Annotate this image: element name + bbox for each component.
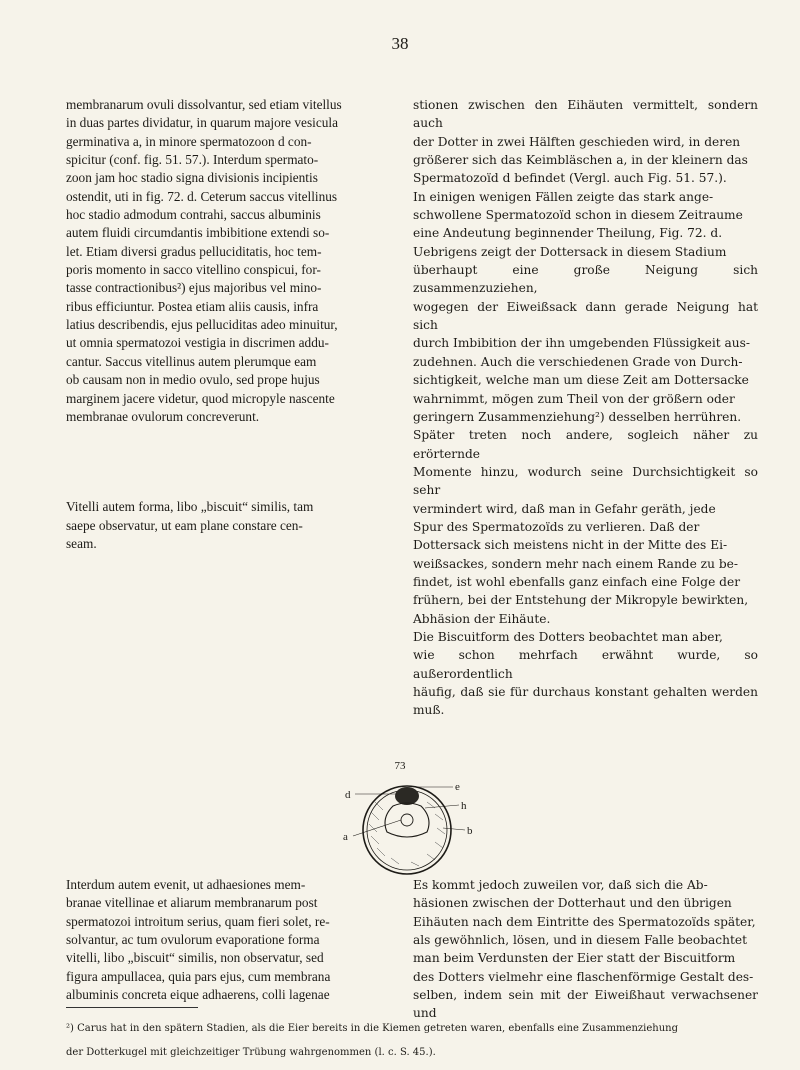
figure-label-h: h	[461, 800, 467, 812]
text-line: Abhäsion der Eihäute.	[413, 611, 551, 626]
yolk-small-part	[395, 787, 419, 805]
text-line: in duas partes dividatur, in quarum majore vesicula	[66, 115, 338, 131]
text-line: sichtigkeit, welche man um diese Zeit am Dottersacke	[413, 373, 749, 388]
text-line: In einigen wenigen Fällen zeigte das stark ange-	[413, 189, 714, 204]
text-line: latius describendis, ejus pelluciditas adeo minuitur,	[66, 317, 338, 333]
text-line: spermatozoi introitum serius, quam fieri solet, re-	[66, 913, 330, 929]
text-line: tasse contractionibus²) ejus majoribus vel mino-	[66, 280, 322, 296]
text-line: wahrnimmt, mögen zum Theil von der größern oder	[413, 391, 735, 406]
label-line-a	[353, 820, 401, 836]
text-line: überhaupt eine große Neigung sich zusammenzuziehen,	[413, 263, 758, 296]
text-line: seam.	[66, 535, 97, 551]
footnote	[66, 1012, 756, 1070]
text-line: wie schon mehrfach erwähnt wurde, so außerordentlich	[413, 648, 758, 681]
text-line: germinativa a, in minore spermatozoon d con-	[66, 133, 312, 149]
figure-label-b: b	[467, 825, 473, 837]
text-line: durch Imbibition der ihn umgebenden Flüssigkeit aus-	[413, 336, 751, 351]
text-line: weißsackes, sondern mehr nach einem Rande zu be-	[413, 556, 738, 571]
text-line: Es kommt jedoch zuweilen vor, daß sich die Ab-	[413, 878, 708, 892]
text-line: ostendit, uti in fig. 72. d. Ceterum saccus vitellinus	[66, 188, 338, 204]
text-line: stionen zwischen den Eihäuten vermittelt, sondern auch	[413, 98, 758, 131]
text-line: vermindert wird, daß man in Gefahr geräth, jede	[413, 501, 716, 516]
figure-label-a: a	[343, 831, 348, 843]
label-line-h	[425, 805, 459, 808]
text-line: häufig, daß sie für durchaus konstant gehalten werden muß.	[413, 685, 758, 718]
text-line: Interdum autem evenit, ut adhaesiones mem-	[66, 877, 306, 892]
text-line: solvantur, ac tum ovulorum evaporatione forma	[66, 932, 320, 948]
text-line: schwollene Spermatozoïd schon in diesem Zeitraume	[413, 208, 743, 223]
text-line: als gewöhnlich, lösen, und in diesem Falle beobachtet	[413, 933, 747, 948]
text-line: Vitelli autem forma, libo „biscuit“ similis, tam	[66, 499, 314, 515]
yolk-large-part	[385, 803, 429, 837]
text-line: wogegen der Eiweißsack dann gerade Neigung hat sich	[413, 299, 758, 333]
text-line: membranae ovulorum concreverunt.	[66, 408, 260, 424]
text-line: branae vitellinae et aliarum membranarum post	[66, 895, 318, 911]
figure-label-d: d	[345, 789, 351, 801]
text-line: Spermatozoïd d befindet (Vergl. auch Fig. 51. 57.).	[413, 171, 727, 186]
latin-column-upper	[66, 96, 387, 551]
text-line	[66, 426, 387, 444]
latin-column-lower	[66, 876, 387, 1008]
text-line: selben, indem sein mit der Eiweißhaut verwachsener und	[413, 988, 758, 1021]
text-line: Später treten noch andere, sogleich näher zu erörternde	[413, 428, 758, 461]
text-line: figura ampullacea, quia pars ejus, cum membrana	[66, 968, 331, 984]
label-line-b	[443, 828, 465, 830]
text-line: der Dotter in zwei Hälften geschieden wird, in deren	[413, 134, 741, 149]
text-line: Uebrigens zeigt der Dottersack in diesem Stadium	[413, 244, 727, 259]
text-line: cantur. Saccus vitellinus autem plerumque eam	[66, 353, 317, 369]
text-line: ribus efficiuntur. Postea etiam aliis causis, infra	[66, 298, 319, 314]
text-line: zudehnen. Auch die verschiedenen Grade von Durch-	[413, 354, 743, 369]
text-line: let. Etiam diversi gradus pelluciditatis, hoc tem-	[66, 243, 322, 259]
footnote-rule	[66, 1007, 198, 1008]
text-line: Die Biscuitform des Dotters beobachtet man aber,	[413, 629, 723, 644]
text-line: albuminis concreta eique adhaerens, colli lagenae	[66, 987, 330, 1003]
text-line: frühern, bei der Entstehung der Mikropyle bewirkten,	[413, 593, 749, 608]
text-line	[66, 462, 387, 480]
membrane-hatching	[369, 802, 445, 866]
text-line: eine Andeutung beginnender Theilung, Fig. 72. d.	[413, 226, 723, 241]
text-line: Spur des Spermatozoïds zu verlieren. Daß der	[413, 519, 700, 534]
text-line: vitelli, libo „biscuit“ similis, non observatur, sed	[66, 950, 324, 966]
text-line: ²) Carus hat in den spätern Stadien, als die Eier bereits in die Kiemen getreten waren, ebenfalls eine Zusammenziehung	[66, 1023, 678, 1034]
text-line: hoc stadio admodum contrahi, saccus albuminis	[66, 207, 321, 223]
text-line: größerer sich das Keimbläschen a, in der kleinern das	[413, 153, 748, 168]
text-line: poris momento in sacco vitellino conspicui, for-	[66, 262, 321, 278]
germinal-vesicle	[401, 814, 413, 826]
text-line: saepe observatur, ut eam plane constare cen-	[66, 517, 303, 533]
text-line: autem fluidi circumdantis imbibitione extendi so-	[66, 225, 330, 241]
text-line: geringern Zusammenziehung²) desselben herrühren.	[413, 409, 742, 424]
text-line: ut omnia spermatozoi vestigia in discrimen addu-	[66, 335, 329, 351]
text-line	[66, 480, 387, 498]
text-line: Dottersack sich meistens nicht in der Mitte des Ei-	[413, 538, 728, 553]
figure-label-e: e	[455, 781, 460, 793]
text-line: häsionen zwischen der Dotterhaut und den übrigen	[413, 896, 732, 911]
figure-number: 73	[394, 760, 406, 772]
text-line: findet, ist wohl ebenfalls ganz einfach eine Folge der	[413, 574, 741, 589]
text-line	[66, 444, 387, 462]
page-number: 38	[391, 34, 409, 53]
text-line: Eihäuten nach dem Eintritte des Spermatozoïds später,	[413, 914, 756, 929]
text-line: des Dotters vielmehr eine flaschenförmige Gestalt des-	[413, 969, 754, 984]
text-line: Momente hinzu, wodurch seine Durchsichtigkeit so sehr	[413, 464, 758, 498]
german-column-upper	[413, 96, 758, 756]
german-column-lower	[413, 876, 758, 1021]
text-line: man beim Verdunsten der Eier statt der Biscuitform	[413, 951, 736, 966]
text-line: membranarum ovuli dissolvantur, sed etiam vitellus	[66, 97, 342, 112]
text-line: spicitur (conf. fig. 51. 57.). Interdum spermato-	[66, 152, 319, 168]
figure-73-ovum-diagram	[335, 772, 475, 882]
text-line: marginem jacere videtur, quod micropyle nascente	[66, 390, 335, 406]
text-line: der Dotterkugel mit gleichzeitiger Trübung wahrgenommen (l. c. S. 45.).	[66, 1047, 436, 1058]
text-line: ob causam non in medio ovulo, sed prope hujus	[66, 372, 320, 388]
text-line: zoon jam hoc stadio signa divisionis incipientis	[66, 170, 318, 186]
